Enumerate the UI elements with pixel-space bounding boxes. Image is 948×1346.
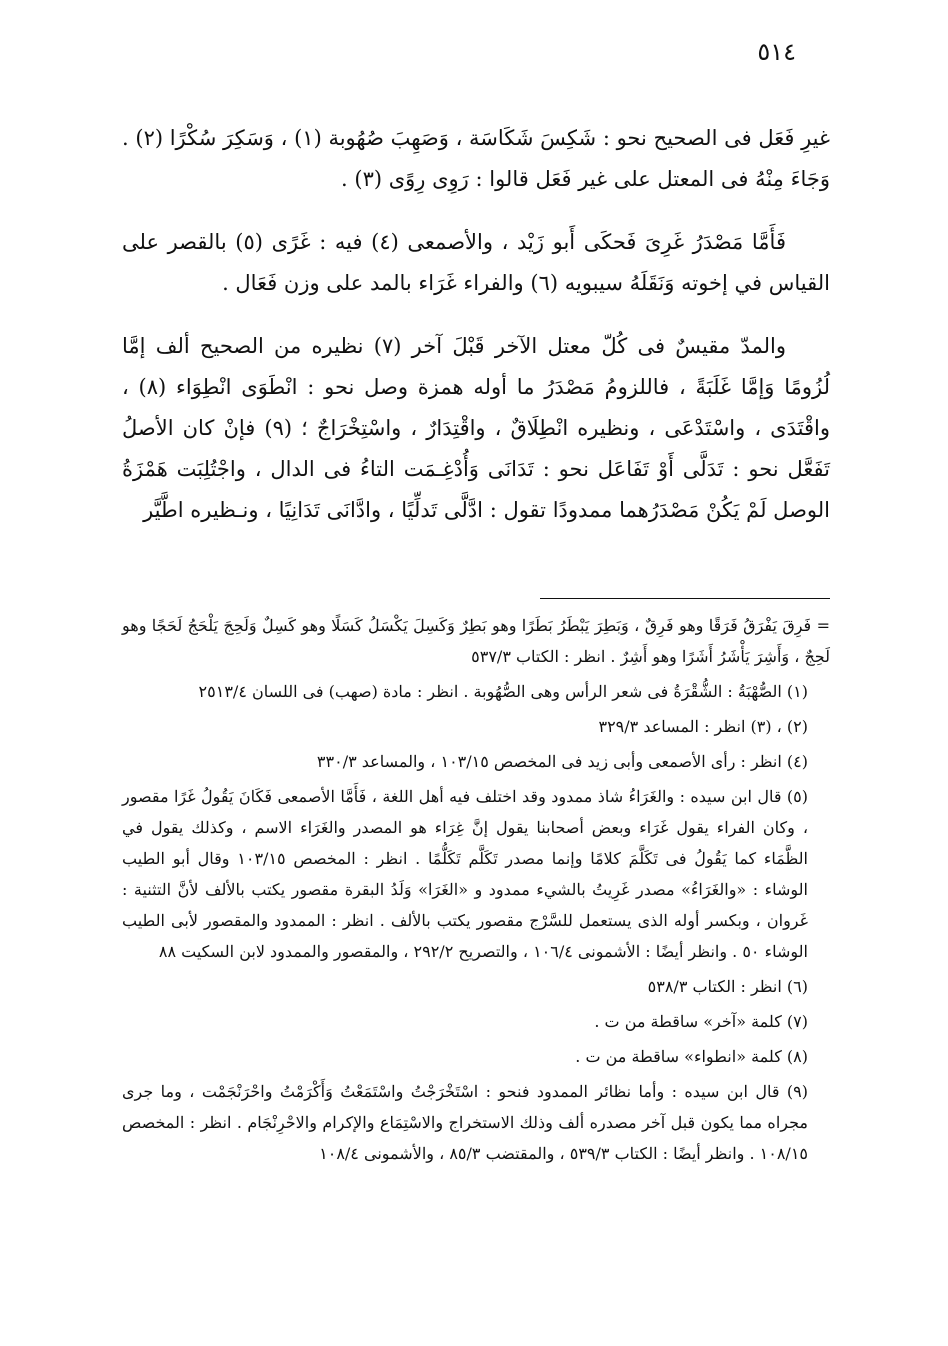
footnote-2-3: (٢) ، (٣) انظر : المساعد ٣٢٩/٣ <box>598 717 808 736</box>
footnote-4: (٤) انظر : رأى الأصمعى وأبى زيد فى المخصص ١٠٣/١٥ ، والمساعد ٣٣٠/٣ <box>316 752 808 771</box>
main-paragraph-3: والمدّ مقيسٌ فى كُلّ معتل الآخر قَبْلَ آخر (٧) نظيره من الصحيح ألف إمَّا لُزُومًا وَإمَّا غَلَبَةً ، فاللزومُ مَصْدَرُ ما أوله همزة وصل نحو : انْطَوَى انْطِوَاء (٨) ، واقْتَدَى ، واسْتَدْعَى ، ونظيره انْطِلَاقٌ ، واقْتِدَارٌ ، واسْتِخْرَاجٌ ؛ (٩) فإنْ كان الأصلُ تَفَعَّل نحو : تَدَلَّى أَوْ تَفَاعَل نحو : تَدَانَى وَأُدْغِـمَت التاءُ فى الدال ، واجْتُلِبَت هَمْزَةُ الوصل لَمْ يَكُنْ مَصْدَرُهما ممدودًا تقول : ادَّلَّى تَدلِّيًا ، وادَّانَى تَدَانِيًا ، ونـظيره اطَّيَّر <box>122 334 830 522</box>
footnotes <box>122 610 830 1173</box>
main-paragraph-1: غيرِ فَعَل فى الصحيح نحو : شَكِسَ شَكَاسَة ، وَصَهِبَ صُهُوبة (١) ، وَسَكِرَ سُكْرًا (٢) . وَجَاءَ مِنْهُ فى المعتل على غير فَعَل قالوا : رَوِى رِوًى (٣) . <box>122 126 830 191</box>
footnote-9: (٩) قال ابن سيده : وأما نظائر الممدود فنحو : اسْتَخْرَجْتُ واسْتَمَعْتُ وَأَكْرَمْتُ واحْرَنْجَمْت ، وما جرى مجراه مما يكون قبل آخر مصدره ألف وذلك الاستخراج والاسْتِمَاع والإكرام والاحْرِنْجَام . انظر : المخصص ١٠٨/١٥ . وانظر أيضًا : الكتاب ٥٣٩/٣ ، والمقتضب ٨٥/٣ ، والأشمونى ١٠٨/٤ <box>122 1082 808 1163</box>
footnote-6: (٦) انظر : الكتاب ٥٣٨/٣ <box>647 977 808 996</box>
footnote-7: (٧) كلمة «آخر» ساقطة من ت . <box>594 1012 808 1031</box>
footnote-5: (٥) قال ابن سيده : والغَرَاءُ شاذ ممدود وقد اختلف فيه أهل اللغة ، فَأَمَّا الأصمعى فَكَانَ يَقُولُ غَرًا مقصور ، وكان الفراء يقول غَرَاء وبعض أصحابنا يقول إنَّ غِرَاء هو المصدر والغَرَاء الاسم ، وكذلك يقول في الظَّمَاء كما يَقُولُ فى تَكَلَّمَ كلامًا وإنما مصدر تَكَلَّم تَكَلُّمًا . انظر : المخصص ١٠٣/١٥ وقال أبو الطيب الوشاء : «والغَرَاءُ» مصدر غَرِيتُ بالشيء ممدود و «الغَرَا» وَلَدُ البقرة مقصور يكتب بالألف لأنَّ التثنية : غَروان ، وبكسر أوله الذى يستعمل للسَّرْج مقصور يكتب بالألف . انظر : الممدود والمقصور لأبى الطيب الوشاء ٥٠ . وانظر أيضًا : الأشمونى ١٠٦/٤ ، والتصريح ٢٩٢/٢ ، والمقصور والممدود لابن السكيت ٨٨ <box>122 787 809 961</box>
page-number: ٥١٤ <box>757 38 796 66</box>
footnote-1: (١) الصُّهْبَةُ : الشُّقْرَةُ فى شعر الرأس وهى الصُّهُوبة . انظر : مادة (صهب) فى اللسان ٢٥١٣/٤ <box>198 682 808 701</box>
footnote-continuation: = فَرِقَ يَفْرَقُ فَرَقًا وهو فَرِقٌ ، وَبَطِرَ يَبْطَرُ بَطَرًا وهو بَطِرٌ وَكَسِلَ يَكْسَلُ كَسَلًا وهو كَسِلٌ وَلَحِجَ يَلْحَجُ لَحَجًا وهو لَحِجٌ ، وَأَشِرَ يَأْشَرُ أَشَرًا وهو أَشِرٌ . انظر : الكتاب ٥٣٧/٣ <box>122 616 830 666</box>
main-paragraph-2: فَأَمَّا مَصْدَرُ غَرِىَ فَحكَى أَبو زَيْد ، والأصمعى (٤) فيه : غَرًى (٥) بالقصر على القياس في إخوته وَنَقَلَهُ سيبويه (٦) والفراء غَرَاء بالمد على وزن فَعَال . <box>122 230 830 295</box>
footnote-divider <box>540 598 830 599</box>
main-text <box>122 118 830 553</box>
footnote-8: (٨) كلمة «انطواء» ساقطة من ت . <box>575 1047 808 1066</box>
